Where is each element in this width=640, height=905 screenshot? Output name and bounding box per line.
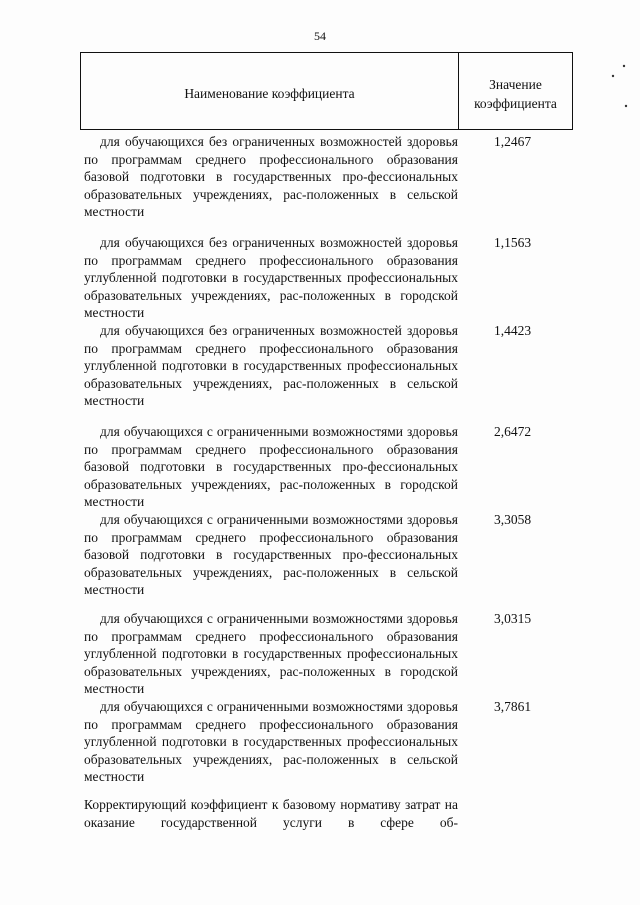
coefficient-value: 1,1563 [494,235,532,250]
coefficient-description: для обучающихся с ограниченными возможностями здоровья по программам среднего профессионального образования базовой подготовки в государственных про-фессиональных образовательных учреждениях, рас-положенных в городской местности [84,424,458,510]
coefficient-value: 2,6472 [494,424,532,439]
coefficient-value: 1,2467 [494,134,532,149]
coefficient-description: для обучающихся без ограниченных возможностей здоровья по программам среднего профессионального образования базовой подготовки в государственных про-фессиональных образовательных учреждениях, рас-положенных в сельской местности [84,134,458,220]
scan-artifact-marks [610,62,630,112]
coefficient-value: 1,4423 [494,323,532,338]
coefficient-description: для обучающихся без ограниченных возможностей здоровья по программам среднего профессионального образования углубленной подготовки в государственных профессиональных образовательных учреждениях, рас-положенных в городской местности [84,235,458,321]
coefficient-description: для обучающихся с ограниченными возможностями здоровья по программам среднего профессионального образования углубленной подготовки в государственных профессиональных образовательных учреждениях, рас-положенных в сельской местности [84,699,458,785]
column-header-name: Наименование коэффициента [81,53,459,129]
table-header [80,52,573,130]
coefficient-value: 3,0315 [494,611,532,626]
page-number: 54 [314,29,326,43]
column-header-value: Значение коэффициента [474,77,557,111]
footer-paragraph: Корректирующий коэффициент к базовому нормативу затрат на оказание государственной услуги в сфере об- [84,797,458,830]
coefficient-value: 3,7861 [494,699,532,714]
coefficient-value: 3,3058 [494,512,532,527]
coefficient-description: для обучающихся без ограниченных возможностей здоровья по программам среднего профессионального образования углубленной подготовки в государственных профессиональных образовательных учреждениях, рас-положенных в сельской местности [84,323,458,409]
coefficient-description: для обучающихся с ограниченными возможностями здоровья по программам среднего профессионального образования углубленной подготовки в государственных профессиональных образовательных учреждениях, рас-положенных в городской местности [84,611,458,697]
coefficient-description: для обучающихся с ограниченными возможностями здоровья по программам среднего профессионального образования базовой подготовки в государственных про-фессиональных образовательных учреждениях, рас-положенных в сельской местности [84,512,458,598]
